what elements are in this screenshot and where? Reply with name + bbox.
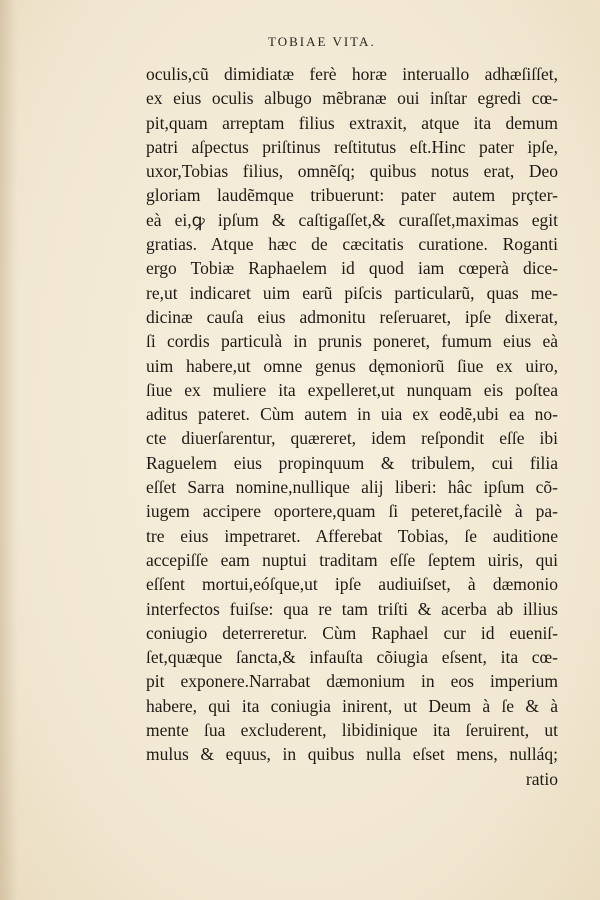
text-line: gratias. Atque hæc de cæcitatis curatione. Roganti <box>146 234 558 255</box>
text-line: uim habere,ut omne genus dęmoniorũ ſiue ex uiro, <box>146 355 558 376</box>
text-line: interfectos fuiſse: qua re tam triſti & acerba ab illius <box>146 598 558 619</box>
text-line: oculis,cũ dimidiatæ ferè horæ interuallo adhæſiſſet, <box>146 64 558 84</box>
text-line: mulus & equus, in quibus nulla eſset mens, nulláq; <box>146 744 558 765</box>
text-line: mente ſua excluderent, libidinique ita ſeruirent, ut <box>146 720 558 741</box>
catchword: ratio <box>525 768 558 789</box>
body-text <box>146 62 558 791</box>
text-line: gloriam laudẽmque tribuerunt: pater autem prçter- <box>146 185 558 206</box>
page-gutter-shadow <box>0 0 18 900</box>
text-line: ſet,quæque ſancta,& infauſta cõiugia eſsent, ita cœ- <box>146 647 558 668</box>
text-line: pit,quam arreptam filius extraxit, atque ita demum <box>146 112 558 133</box>
text-line: ſiue ex muliere ita expelleret,ut nunquam eis poſtea <box>146 379 558 400</box>
text-line: ſi cordis particulà in prunis poneret, fumum eius eà <box>146 331 558 352</box>
text-line: aditus pateret. Cùm autem in uia ex eodẽ,ubi ea no- <box>146 404 558 425</box>
text-line: cte diuerſarentur, quæreret, idem reſpondit eſſe ibi <box>146 428 558 449</box>
text-line: accepiſſe eam nuptui traditam eſſe ſeptem uiris, qui <box>146 549 558 570</box>
text-line: tre eius impetraret. Afferebat Tobias, ſe auditione <box>146 525 558 546</box>
text-line: ergo Tobiæ Raphaelem id quod iam cœperà dice- <box>146 258 558 279</box>
text-line: eſſet Sarra nomine,nullique alij liberi: hâc ipſum cõ- <box>146 477 558 498</box>
text-line: dicinæ cauſa eius admonitu reſeruaret, ipſe dixerat, <box>146 306 558 327</box>
running-head: TOBIAE VITA. <box>268 34 376 49</box>
text-line: re,ut indicaret uim earũ piſcis particularũ, quas me- <box>146 282 558 303</box>
text-line: Raguelem eius propinquum & tribulem, cui filia <box>146 452 558 473</box>
text-line: eſſent mortui,eóſque,ut ipſe audiuiſset, à dæmonio <box>146 574 558 595</box>
text-line: iugem accipere oportere,quam ſi peteret,facilè à pa- <box>146 501 558 522</box>
text-line: uxor,Tobias filius, omnẽſq; quibus notus erat, Deo <box>146 161 558 182</box>
text-line: habere, qui ita coniugia inirent, ut Deum à ſe & à <box>146 695 558 716</box>
text-line: patri aſpectus priſtinus reſtitutus eſt.Hinc pater ipſe, <box>146 136 558 157</box>
text-line: ex eius oculis albugo mẽbranæ oui inſtar egredi cœ- <box>146 88 558 109</box>
text-line: coniugio deterreretur. Cùm Raphael cur id eueniſ- <box>146 622 558 643</box>
text-line: eà ei,ꝙ ipſum & caſtigaſſet,& curaſſet,maximas egit <box>146 209 558 230</box>
text-line: pit exponere.Narrabat dæmonium in eos imperium <box>146 671 558 692</box>
